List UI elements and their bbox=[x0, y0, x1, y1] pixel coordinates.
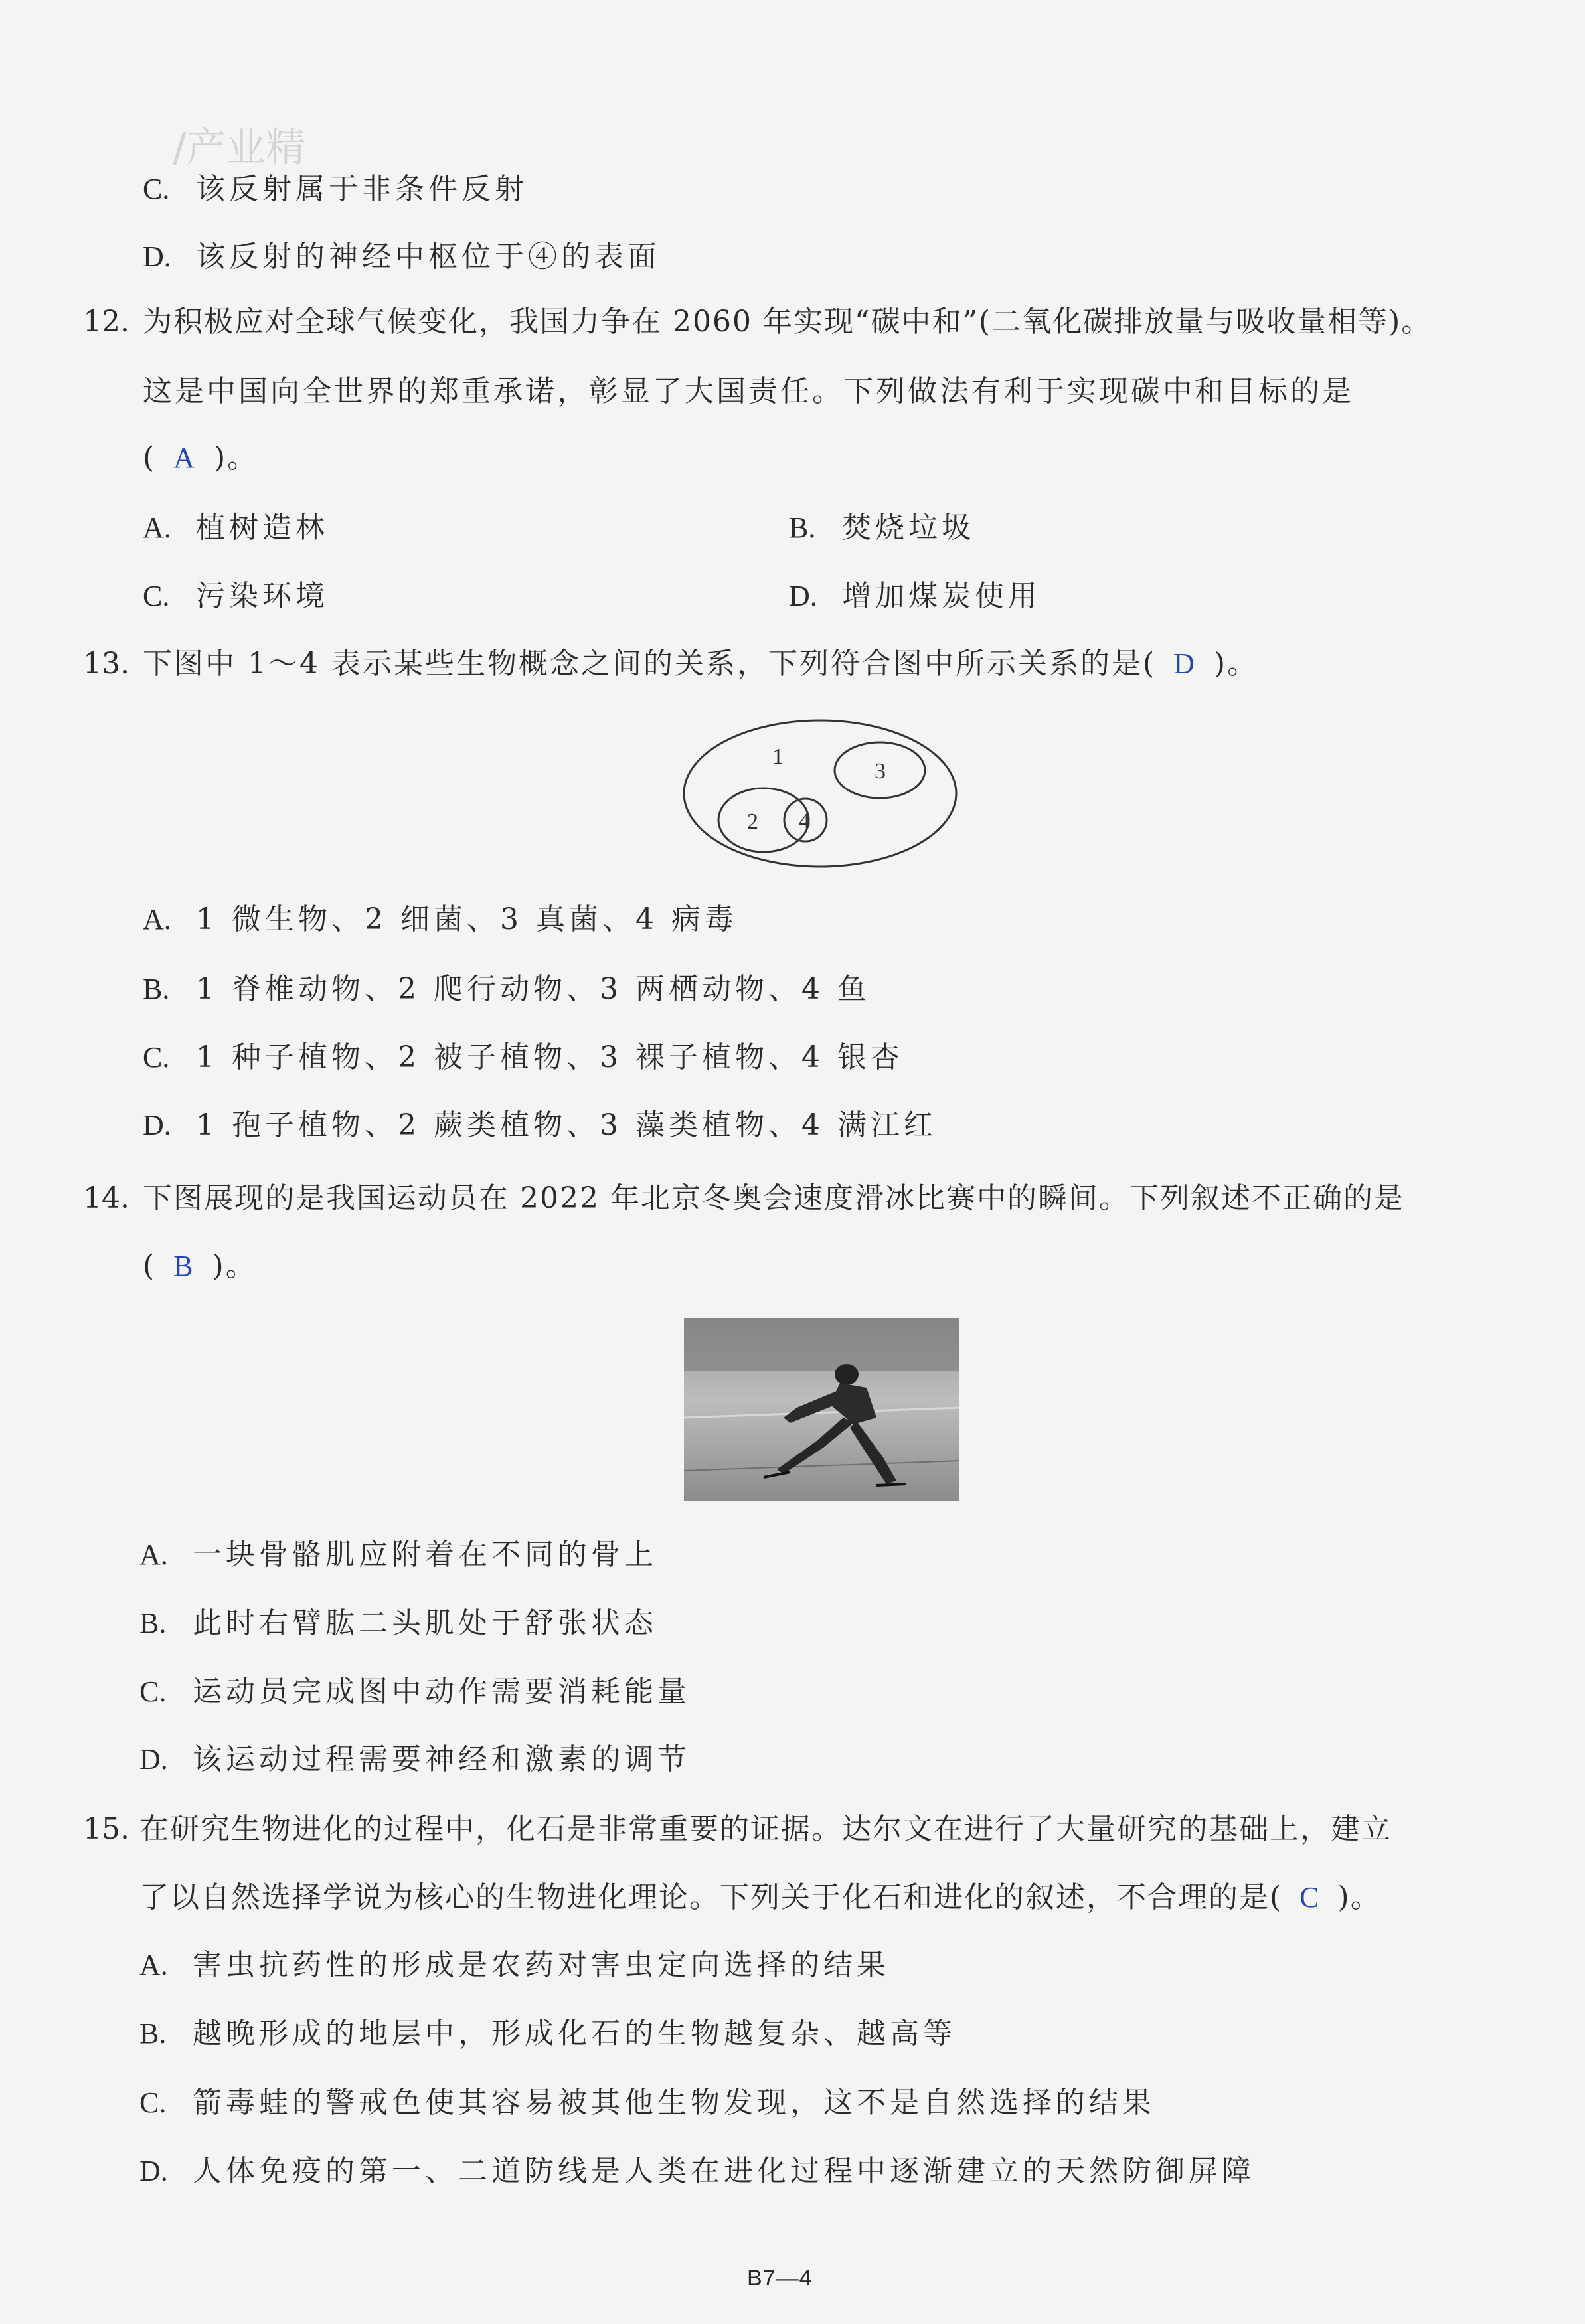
option-text: 增加煤炭使用 bbox=[842, 579, 1041, 613]
paren-open: ( bbox=[143, 441, 157, 475]
q12-stem-line2: 这是中国向全世界的郑重承诺，彰显了大国责任。下列做法有利于实现碳中和目标的是 bbox=[143, 374, 1354, 408]
q13-stem-text: 下图中 1～4 表示某些生物概念之间的关系，下列符合图中所示关系的是( bbox=[143, 647, 1157, 681]
q12-answer: A bbox=[173, 442, 197, 474]
q15-stem-line1: 在研究生物进化的过程中，化石是非常重要的证据。达尔文在进行了大量研究的基础上，建立 bbox=[139, 1812, 1392, 1846]
option-label: C. bbox=[143, 580, 170, 612]
option-label: B. bbox=[139, 2017, 167, 2050]
q12-option-b bbox=[789, 508, 975, 548]
option-text: 该反射属于非条件反射 bbox=[196, 172, 528, 206]
q12-answer-line bbox=[143, 438, 258, 478]
option-label: C. bbox=[139, 2086, 167, 2119]
option-text: 害虫抗药性的形成是农药对害虫定向选择的结果 bbox=[193, 1948, 890, 1982]
paren-close: )。 bbox=[213, 441, 259, 475]
venn-label-3: 3 bbox=[875, 759, 886, 784]
option-label: A. bbox=[139, 1949, 168, 1981]
q14-number: 14. bbox=[83, 1181, 129, 1215]
q14-stem-line1: 下图展现的是我国运动员在 2022 年北京冬奥会速度滑冰比赛中的瞬间。下列叙述不正确的是 bbox=[143, 1181, 1404, 1215]
q12-number: 12. bbox=[83, 305, 129, 339]
option-text: 该反射的神经中枢位于④的表面 bbox=[196, 240, 661, 274]
q12-stem-line1: 为积极应对全球气候变化，我国力争在 2060 年实现“碳中和”(二氧化碳排放量与吸收量相等)。 bbox=[143, 305, 1432, 339]
q14-option-a bbox=[139, 1535, 657, 1575]
option-text: 污染环境 bbox=[196, 579, 329, 613]
q13-option-c bbox=[143, 1038, 904, 1078]
option-text: 1 种子植物、2 被子植物、3 裸子植物、4 银杏 bbox=[196, 1040, 904, 1074]
option-text: 箭毒蛙的警戒色使其容易被其他生物发现，这不是自然选择的结果 bbox=[193, 2086, 1155, 2119]
option-text: 该运动过程需要神经和激素的调节 bbox=[193, 1742, 691, 1776]
option-text: 1 微生物、2 细菌、3 真菌、4 病毒 bbox=[196, 902, 738, 936]
q11-option-d bbox=[143, 237, 661, 277]
q14-option-b bbox=[139, 1604, 657, 1643]
q13-number: 13. bbox=[83, 647, 129, 681]
option-label: D. bbox=[139, 2155, 168, 2187]
option-text: 1 脊椎动物、2 爬行动物、3 两栖动物、4 鱼 bbox=[196, 972, 871, 1006]
option-text: 越晚形成的地层中，形成化石的生物越复杂、越高等 bbox=[193, 2017, 956, 2050]
option-label: C. bbox=[139, 1675, 167, 1708]
q13-option-d bbox=[143, 1106, 937, 1145]
paren-close: )。 bbox=[1213, 647, 1259, 681]
q14-option-c bbox=[139, 1672, 691, 1712]
option-text: 一块骨骼肌应附着在不同的骨上 bbox=[193, 1538, 657, 1572]
option-text: 焚烧垃圾 bbox=[842, 511, 975, 544]
option-text: 植树造林 bbox=[196, 511, 329, 544]
venn-label-4: 4 bbox=[799, 809, 810, 833]
q15-option-b bbox=[139, 2014, 956, 2054]
paren-close: )。 bbox=[212, 1249, 257, 1283]
option-label: B. bbox=[143, 973, 170, 1005]
q15-stem-line2 bbox=[139, 1878, 1381, 1918]
q12-option-d bbox=[789, 576, 1041, 616]
option-label: C. bbox=[143, 1041, 170, 1074]
q11-option-c bbox=[143, 169, 528, 209]
option-label: D. bbox=[139, 1743, 168, 1776]
option-label: D. bbox=[143, 240, 171, 273]
watermark: /产业精 bbox=[173, 125, 306, 171]
venn-label-1: 1 bbox=[772, 744, 784, 769]
option-label: C. bbox=[143, 173, 170, 205]
option-label: A. bbox=[143, 903, 171, 936]
option-text: 运动员完成图中动作需要消耗能量 bbox=[193, 1675, 691, 1708]
q15-stem-text: 了以自然选择学说为核心的生物进化理论。下列关于化石和进化的叙述，不合理的是( bbox=[139, 1880, 1283, 1914]
q12-option-a bbox=[143, 508, 329, 548]
circle-1 bbox=[684, 720, 956, 867]
option-label: A. bbox=[143, 511, 171, 544]
q13-option-b bbox=[143, 969, 871, 1009]
paren-close: )。 bbox=[1337, 1880, 1381, 1914]
option-text: 此时右臂肱二头肌处于舒张状态 bbox=[193, 1606, 657, 1640]
venn-diagram bbox=[681, 717, 959, 870]
q14-answer: B bbox=[173, 1250, 195, 1282]
q12-option-c bbox=[143, 576, 329, 616]
option-label: A. bbox=[139, 1538, 168, 1571]
q15-number: 15. bbox=[83, 1812, 129, 1846]
q13-stem bbox=[143, 644, 1258, 684]
option-label: B. bbox=[789, 511, 816, 544]
q15-option-d bbox=[139, 2151, 1255, 2191]
q15-option-a bbox=[139, 1946, 890, 1985]
paren-open: ( bbox=[143, 1249, 157, 1283]
option-label: B. bbox=[139, 1607, 167, 1639]
q13-answer: D bbox=[1173, 647, 1197, 680]
option-label: D. bbox=[143, 1109, 171, 1141]
circle-2 bbox=[718, 788, 809, 852]
q13-option-a bbox=[143, 900, 738, 940]
option-text: 1 孢子植物、2 蕨类植物、3 藻类植物、4 满江红 bbox=[196, 1108, 937, 1142]
option-text: 人体免疫的第一、二道防线是人类在进化过程中逐渐建立的天然防御屏障 bbox=[193, 2154, 1255, 2188]
q14-option-d bbox=[139, 1740, 691, 1780]
q14-answer-line bbox=[143, 1246, 257, 1286]
venn-label-2: 2 bbox=[747, 809, 758, 834]
option-label: D. bbox=[789, 580, 817, 612]
speed-skater-photo bbox=[684, 1318, 959, 1501]
q15-option-c bbox=[139, 2083, 1155, 2123]
q15-answer: C bbox=[1299, 1881, 1321, 1914]
page-number: B7—4 bbox=[747, 2266, 813, 2291]
